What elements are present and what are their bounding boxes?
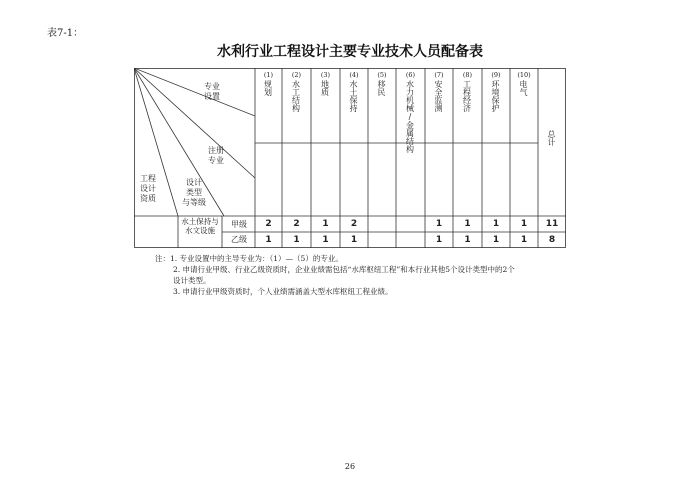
table-cell: 1 bbox=[265, 235, 272, 245]
design-type-label: 水土保持与水文设施 bbox=[181, 217, 219, 235]
column-number: (6) bbox=[405, 71, 416, 79]
note-2-continued: 设计类型。 bbox=[173, 276, 211, 285]
column-number: (3) bbox=[320, 71, 331, 79]
column-name: 移民 bbox=[377, 80, 386, 96]
table-cell: 1 bbox=[435, 219, 443, 229]
total-header: 总计 bbox=[547, 130, 556, 146]
table-cell: 1 bbox=[435, 235, 443, 245]
table-cell: 1 bbox=[322, 235, 329, 245]
column-name: 水力机械/金属结构 bbox=[405, 80, 415, 153]
table-cell: 1 bbox=[350, 235, 358, 245]
grade-b-total: 8 bbox=[548, 235, 556, 245]
note-3: 3. 申请行业甲级资质时，个人业绩需涵盖大型水库枢纽工程业绩。 bbox=[173, 287, 393, 296]
column-name: 电气 bbox=[519, 80, 528, 96]
column-number: (5) bbox=[377, 71, 387, 79]
column-number: (8) bbox=[462, 71, 473, 79]
table-label: 表7-1： bbox=[47, 28, 84, 39]
table-cell: 2 bbox=[350, 219, 358, 229]
corner-design-type-grade-label: 设计 类型 与等级 bbox=[182, 178, 206, 207]
table-cell: 1 bbox=[492, 235, 500, 245]
column-number: (2) bbox=[291, 71, 302, 79]
column-number: (10) bbox=[517, 71, 531, 79]
table-cell: 1 bbox=[464, 235, 471, 245]
corner-qualification-label: 工程 设计 资质 bbox=[140, 174, 156, 203]
column-name: 地质 bbox=[320, 80, 330, 96]
column-number: (1) bbox=[263, 71, 274, 79]
staffing-table bbox=[134, 68, 566, 248]
corner-registered-specialty-label: 注册 专业 bbox=[208, 146, 224, 165]
column-name: 规划 bbox=[263, 80, 273, 96]
table-cell: 1 bbox=[520, 235, 528, 245]
column-name: 水工结构 bbox=[291, 80, 301, 112]
table-cell: 1 bbox=[293, 235, 300, 245]
table-cell: 2 bbox=[265, 219, 272, 229]
note-1: 注：1. 专业设置中的主导专业为：（1）—（5）的专业。 bbox=[155, 254, 343, 263]
page-number: 26 bbox=[344, 462, 356, 471]
column-number: (4) bbox=[349, 71, 359, 79]
table-cell: 2 bbox=[293, 219, 300, 229]
column-name: 安全监测 bbox=[434, 80, 443, 112]
table-cell: 1 bbox=[520, 219, 528, 229]
grade-b-label: 乙级 bbox=[231, 235, 247, 244]
column-name: 水土保持 bbox=[349, 80, 358, 112]
table-cell: 1 bbox=[464, 219, 471, 229]
table-cell: 1 bbox=[492, 219, 500, 229]
corner-specialty-setting-label: 专业 设置 bbox=[204, 82, 220, 101]
grade-a-label: 甲级 bbox=[231, 220, 247, 229]
column-name: 环境保护 bbox=[491, 80, 500, 112]
note-2: 2. 申请行业甲级、行业乙级资质时，企业业绩需包括“水库枢纽工程”和本行业其他5个设计类型中的2个 bbox=[173, 265, 515, 274]
table-cell: 1 bbox=[322, 219, 329, 229]
document-title: 水利行业工程设计主要专业技术人员配备表 bbox=[217, 44, 483, 60]
grade-a-total: 11 bbox=[545, 219, 559, 229]
column-name: 工程经济 bbox=[462, 80, 472, 112]
column-number: (7) bbox=[434, 71, 444, 79]
column-number: (9) bbox=[491, 71, 501, 79]
notes bbox=[155, 253, 595, 297]
